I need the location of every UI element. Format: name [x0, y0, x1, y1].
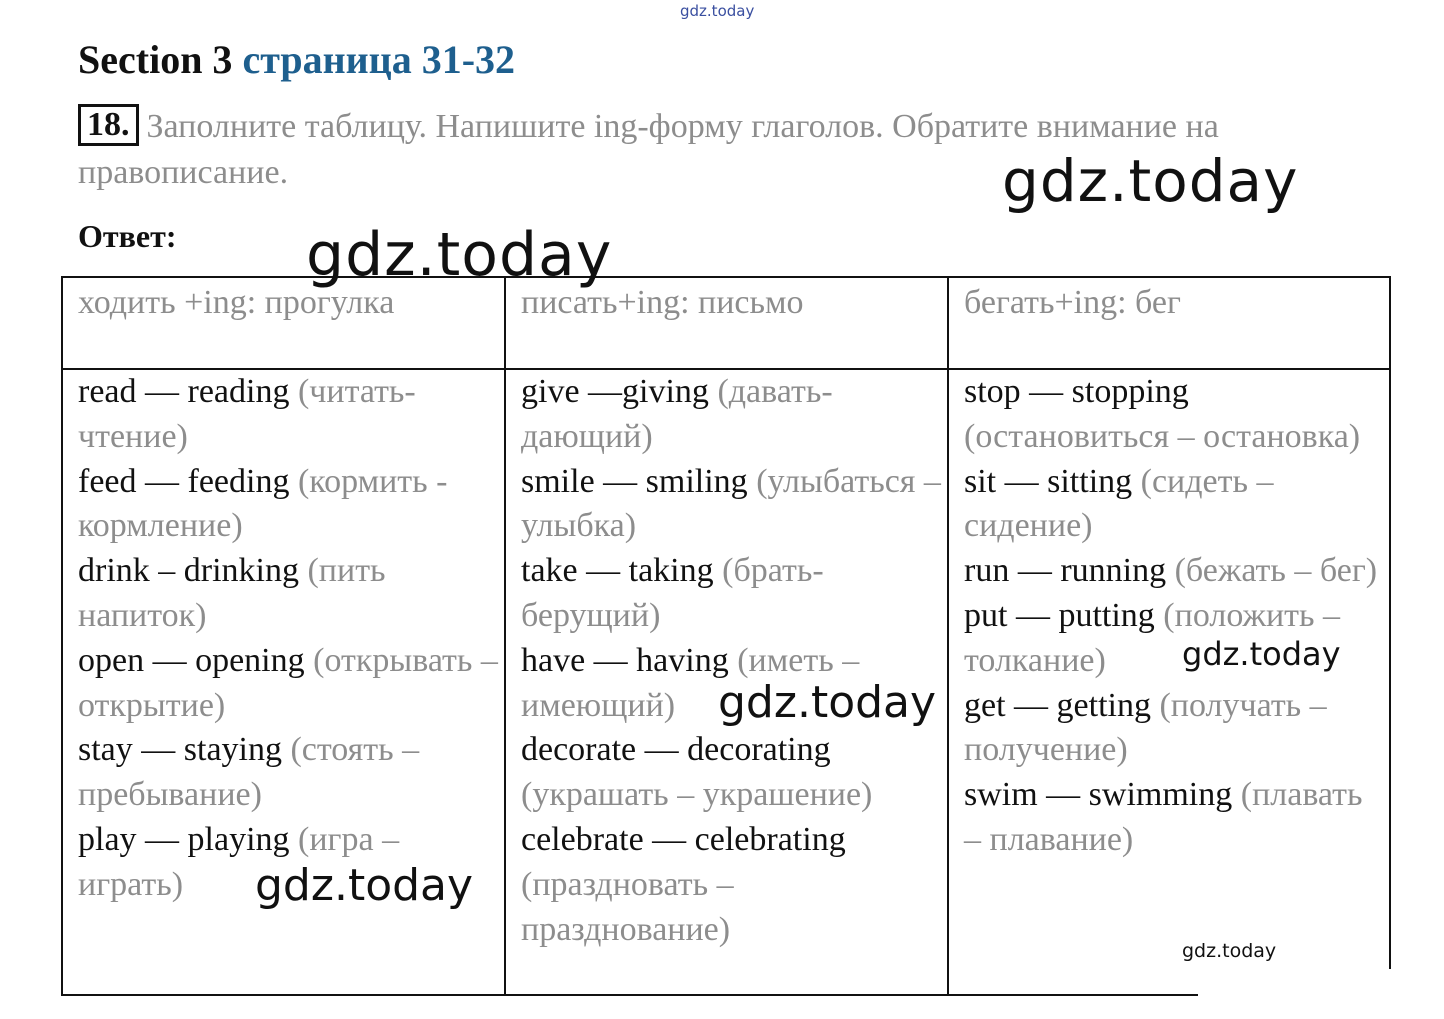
verb-pair: open — opening — [78, 641, 305, 679]
verb-pair: smile — smiling — [521, 462, 748, 500]
verb-entry — [78, 460, 498, 550]
verb-entry — [964, 460, 1379, 550]
verb-translation: (бежать – бег) — [1174, 552, 1378, 590]
verb-translation: (иметь – имеющий) — [521, 641, 860, 724]
verb-translation: (давать-дающий) — [521, 373, 833, 455]
verb-pair: sit — sitting — [964, 462, 1133, 500]
page-range: страница 31-32 — [242, 37, 516, 82]
watermark-large: gdz.today — [306, 220, 613, 290]
verb-entry — [964, 370, 1379, 460]
verb-pair: stay — staying — [78, 731, 282, 769]
verb-entry — [78, 728, 498, 818]
verb-translation: (читать-чтение) — [78, 373, 416, 455]
verb-pair: get — getting — [964, 686, 1151, 724]
header-cell-run: бегать+ing: бег — [964, 284, 1181, 321]
verb-pair: play — playing — [78, 820, 290, 858]
column-divider — [504, 278, 506, 994]
verb-translation: (получать – получение) — [964, 686, 1327, 769]
verb-translation: (положить – толкание) — [964, 596, 1341, 679]
task-text: Заполните таблицу. Напишите ing-форму глаголов. Обратите внимание на правописание. — [78, 108, 1219, 191]
header-cell-walk: ходить +ing: прогулка — [78, 284, 395, 321]
watermark-medium: gdz.today — [718, 677, 937, 728]
verb-entry — [521, 549, 941, 639]
verb-pair: put — putting — [964, 596, 1155, 634]
verb-pair: take — taking — [521, 552, 714, 590]
answer-label: Ответ: — [78, 218, 177, 254]
verb-translation: (праздновать – празднование) — [521, 865, 734, 948]
watermark-large: gdz.today — [1002, 147, 1299, 215]
verb-translation: (брать-берущий) — [521, 552, 824, 634]
verb-pair: run — running — [964, 552, 1167, 590]
verb-pair: decorate — decorating — [521, 731, 831, 769]
verb-translation: (остановиться – остановка) — [964, 417, 1361, 455]
verb-pair: celebrate — celebrating — [521, 820, 846, 858]
verb-entry — [521, 818, 941, 952]
table-right-border — [1389, 276, 1391, 969]
verb-translation: (сидеть – сидение) — [964, 462, 1274, 545]
verb-entry — [964, 684, 1379, 774]
verb-entry — [964, 773, 1379, 863]
column-2 — [521, 370, 941, 952]
verb-pair: drink – drinking — [78, 552, 299, 590]
header-cell-write: писать+ing: письмо — [521, 284, 804, 321]
column-3 — [964, 370, 1379, 863]
watermark-medium: gdz.today — [255, 860, 474, 911]
watermark-medium: gdz.today — [1182, 635, 1341, 673]
verb-translation: (украшать – украшение) — [521, 776, 873, 814]
verb-translation: (пить напиток) — [78, 552, 386, 634]
task-number-badge: 18. — [78, 104, 139, 146]
watermark-small: gdz.today — [1182, 940, 1277, 962]
verb-translation: (плавать – плавание) — [964, 776, 1363, 858]
page-title — [78, 36, 515, 83]
verb-pair: feed — feeding — [78, 462, 290, 500]
verb-translation: (игра – играть) — [78, 820, 400, 903]
verb-entry — [78, 639, 498, 729]
verb-pair: give —giving — [521, 373, 709, 410]
table-border-gap — [1198, 992, 1398, 998]
verb-translation: (стоять – пребывание) — [78, 731, 420, 814]
verb-entry — [521, 460, 941, 550]
verb-pair: have — having — [521, 641, 729, 679]
verb-pair: swim — swimming — [964, 776, 1233, 814]
verb-pair: stop — stopping — [964, 373, 1189, 410]
column-divider — [947, 278, 949, 994]
watermark-top: gdz.today — [680, 2, 755, 20]
verb-translation: (улыбаться – улыбка) — [521, 462, 941, 545]
verb-entry — [521, 370, 941, 460]
verb-translation: (кормить - кормление) — [78, 462, 448, 545]
verb-pair: read — reading — [78, 373, 290, 410]
verb-entry — [78, 549, 498, 639]
verb-entry — [521, 728, 941, 818]
verb-entry — [78, 370, 498, 460]
verb-entry — [964, 549, 1379, 594]
section-label: Section 3 — [78, 37, 233, 82]
verb-translation: (открывать – открытие) — [78, 641, 498, 724]
column-1 — [78, 370, 498, 911]
